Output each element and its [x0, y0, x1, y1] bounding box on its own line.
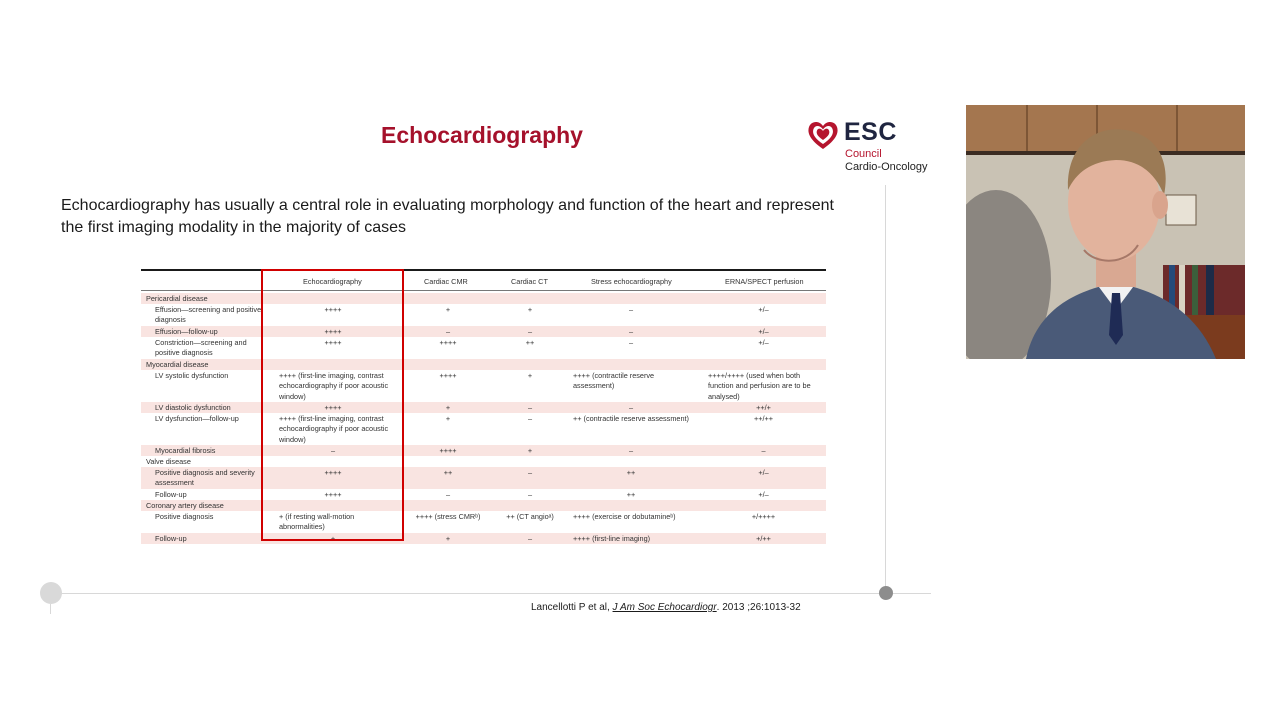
cell-cmr: – — [445, 327, 451, 336]
cell-stress: – — [628, 403, 634, 412]
cell-cmr: + — [445, 305, 451, 314]
row-label: LV dysfunction—follow-up — [155, 414, 239, 423]
cell-stress: ++++ (contractile reserve assessment) — [573, 371, 655, 391]
cell-echo: ++++ (first-line imaging, contrast echocardiography if poor acoustic window) — [279, 414, 389, 444]
table-row — [141, 467, 826, 489]
cell-stress: ++ — [626, 490, 636, 499]
cell-cmr: ++++ — [439, 338, 457, 347]
table-row — [141, 511, 826, 533]
cell-cmr: + — [445, 403, 451, 412]
timeline-start-dot — [40, 582, 62, 604]
intro-paragraph: Echocardiography has usually a central role in evaluating morphology and function of the heart and represent the first imaging modality in the majority of cases — [61, 197, 834, 236]
cell-echo: ++++ (first-line imaging, contrast echocardiography if poor acoustic window) — [279, 371, 389, 401]
row-label: Follow-up — [155, 490, 187, 499]
cell-ct: ++ (CT angioᵃ) — [506, 512, 554, 521]
table-row — [141, 293, 826, 304]
cell-echo: – — [330, 446, 336, 455]
cell-echo: ++++ — [324, 327, 342, 336]
cell-ct: – — [527, 534, 533, 543]
table-row — [141, 500, 826, 511]
vertical-divider — [885, 185, 886, 593]
cell-erna: +/– — [758, 338, 769, 347]
cell-cmr: + — [445, 414, 451, 423]
cell-ct: – — [527, 414, 533, 423]
logo-council-text: Council — [845, 148, 882, 160]
row-label: Effusion—follow-up — [155, 327, 218, 336]
header-cardiac-cmr: Cardiac CMR — [424, 277, 468, 286]
table-row — [141, 456, 826, 467]
cell-erna: ++/+ — [756, 403, 771, 412]
table-row — [141, 359, 826, 370]
row-label: Effusion—screening and positive diagnosis — [155, 305, 262, 325]
heart-logo-icon — [806, 118, 840, 152]
cell-echo: ++++ — [324, 305, 342, 314]
cell-ct: + — [527, 371, 533, 380]
row-label: Follow-up — [155, 534, 187, 543]
cell-cmr: ++ — [443, 468, 453, 477]
row-label: LV systolic dysfunction — [155, 371, 229, 380]
cell-cmr: – — [445, 490, 451, 499]
citation-journal-link[interactable]: J Am Soc Echocardiogr — [612, 602, 717, 613]
row-label: Valve disease — [146, 457, 191, 466]
header-stress-echo: Stress echocardiography — [591, 277, 672, 286]
row-label: LV diastolic dysfunction — [155, 403, 231, 412]
cell-echo: ++++ — [324, 338, 342, 347]
cell-erna: ++/++ — [753, 414, 774, 423]
table-row — [141, 326, 826, 337]
header-erna-spect: ERNA/SPECT perfusion — [725, 277, 804, 286]
presenter-video-icon — [966, 105, 1245, 359]
cell-cmr: ++++ — [439, 371, 457, 380]
cell-erna: +/++++ — [751, 512, 776, 521]
citation-authors: Lancellotti P et al, — [531, 602, 613, 613]
table-row — [141, 370, 826, 402]
cell-erna: +/– — [758, 490, 769, 499]
table-row — [141, 489, 826, 500]
cell-erna: +/– — [758, 468, 769, 477]
table-row — [141, 533, 826, 544]
cell-echo: ++++ — [324, 403, 342, 412]
citation-details: . 2013 ;26:1013-32 — [716, 602, 801, 613]
cell-ct: – — [527, 468, 533, 477]
cell-cmr: ++++ — [439, 446, 457, 455]
cell-stress: – — [628, 446, 634, 455]
table-row — [141, 413, 826, 445]
cell-stress: ++ (contractile reserve assessment) — [573, 414, 689, 423]
row-label: Positive diagnosis — [155, 512, 214, 521]
header-cardiac-ct: Cardiac CT — [511, 277, 548, 286]
table-header-rule — [141, 290, 826, 291]
table-row — [141, 445, 826, 456]
cell-stress: – — [628, 327, 634, 336]
esc-logo — [806, 118, 936, 176]
cell-echo: ++++ — [324, 468, 342, 477]
cell-cmr: ++++ (stress CMRᵇ) — [415, 512, 481, 521]
cell-stress: – — [628, 305, 634, 314]
cell-echo: + — [330, 534, 336, 543]
table-row — [141, 304, 826, 326]
cell-erna: ++++/++++ (used when both function and perfusion are to be analysed) — [708, 371, 811, 401]
logo-oncology-text: Cardio-Oncology — [845, 161, 928, 173]
timeline-start-stem — [50, 604, 51, 614]
row-label: Myocardial fibrosis — [155, 446, 216, 455]
table-row — [141, 337, 826, 359]
row-label: Positive diagnosis and severity assessment — [155, 468, 255, 488]
header-echocardiography: Echocardiography — [303, 277, 362, 286]
row-label: Myocardial disease — [146, 360, 209, 369]
cell-stress: ++++ (exercise or dobutamineᵇ) — [573, 512, 676, 521]
cell-ct: – — [527, 327, 533, 336]
echocardiography-highlight-box — [261, 269, 404, 541]
cell-stress: – — [628, 338, 634, 347]
citation — [531, 602, 801, 613]
table-row — [141, 402, 826, 413]
cell-ct: – — [527, 403, 533, 412]
cell-ct: + — [527, 446, 533, 455]
cell-ct: ++ — [525, 338, 535, 347]
row-label: Constriction—screening and positive diagnosis — [155, 338, 247, 358]
cell-stress: ++++ (first-line imaging) — [573, 534, 651, 543]
timeline-end-dot — [879, 586, 893, 600]
cell-stress: ++ — [626, 468, 636, 477]
cell-ct: + — [527, 305, 533, 314]
cell-ct: – — [527, 490, 533, 499]
row-label: Pericardial disease — [146, 294, 208, 303]
row-label: Coronary artery disease — [146, 501, 224, 510]
cell-cmr: + — [445, 534, 451, 543]
cell-erna: – — [761, 446, 766, 455]
slide-title: Echocardiography — [381, 122, 583, 148]
horizontal-divider — [51, 593, 931, 594]
cell-erna: +/– — [758, 305, 769, 314]
table-top-rule — [141, 269, 826, 271]
cell-echo: ++++ — [324, 490, 342, 499]
cell-echo: + (if resting wall-motion abnormalities) — [279, 512, 355, 532]
cell-erna: +/– — [758, 327, 769, 336]
cell-erna: +/++ — [756, 534, 771, 543]
presenter-video-feed — [966, 105, 1245, 359]
logo-esc-text: ESC — [844, 118, 897, 146]
